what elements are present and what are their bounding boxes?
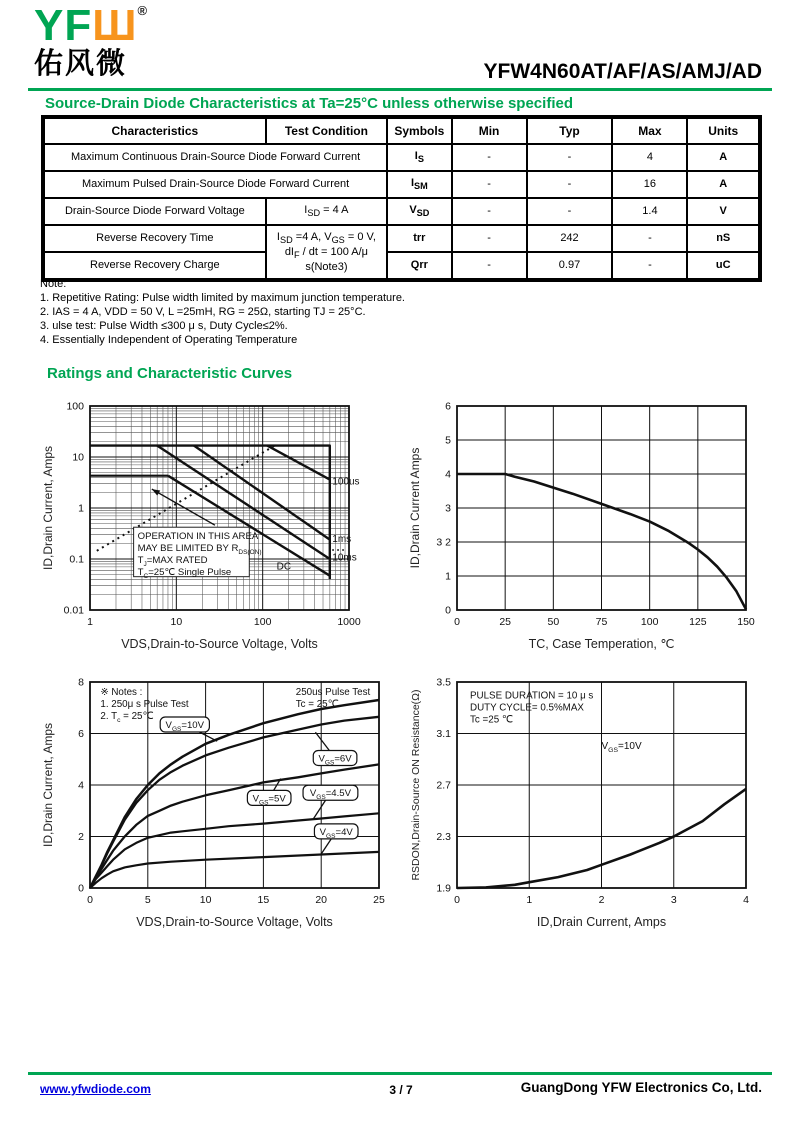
svg-text:TC=25℃ Single Pulse: $T_C=25℃$ Single Pulse (137, 567, 232, 581)
series-vgs-4v (90, 852, 379, 888)
table-row (44, 252, 759, 279)
svg-text:1000: 1000 (337, 616, 361, 628)
svg-text:RSDON,Drain-Source ON Resistan: RSDON,Drain-Source ON Resistance(Ω) (410, 689, 422, 881)
characteristics-table (43, 117, 760, 280)
output-characteristics-chart-svg (40, 670, 395, 932)
logo-w-glyph: Ш (92, 1, 138, 50)
svg-text:3.1: 3.1 (436, 728, 451, 740)
svg-text:VGS=5V: $V_{GS}=5V$ (252, 793, 286, 807)
svg-text:1: 1 (78, 502, 84, 515)
svg-text:Tc =25 ℃: Tc =25 ℃ (470, 714, 513, 726)
rdson-vs-drain-current-plot (410, 677, 749, 930)
notes-block (40, 277, 405, 347)
table-cell: V (687, 198, 759, 225)
note-item: 3. ulse test: Pulse Width ≤300 μ s, Duty Cycle≤2%. (40, 320, 288, 332)
svg-text:4: 4 (743, 894, 749, 906)
table-cell: $I_{SD} =4$ A, $V_{GS} = 0$ V, $dI_F$ / dt = 100 A/μ s(Note3) (266, 225, 388, 279)
svg-text:PULSE DURATION = 10 μ s: PULSE DURATION = 10 μ s (470, 690, 594, 702)
id-vs-tc-chart (407, 394, 762, 656)
svg-text:1ms: 1ms (332, 534, 352, 546)
table-cell: $I_S$ (387, 144, 451, 171)
table-cell: A (687, 144, 759, 171)
table-row (44, 171, 759, 198)
table-cell: $I_{SM}$ (387, 171, 451, 198)
notes-title: Note: (40, 278, 67, 290)
table-cell: - (612, 252, 687, 279)
svg-text:8: 8 (78, 676, 84, 689)
svg-text:VDS,Drain-to-Source Voltage, V: VDS,Drain-to-Source Voltage, Volts (136, 915, 333, 929)
svg-text:VGS=4V: $V_{GS}=4V$ (319, 826, 353, 840)
table-cell: 242 (527, 225, 613, 252)
svg-text:4: 4 (78, 779, 84, 792)
table-cell: 16 (612, 171, 687, 198)
svg-text:10ms: 10ms (332, 552, 357, 564)
svg-text:150: 150 (737, 616, 755, 628)
table-cell: nS (687, 225, 759, 252)
table-cell: Drain-Source Diode Forward Voltage (44, 198, 266, 225)
part-number: YFW4N60AT/AF/AS/AMJ/AD (483, 60, 762, 83)
table-cell: A (687, 171, 759, 198)
soa-chart-svg (40, 394, 395, 654)
table-header-cell: Typ (527, 118, 613, 144)
svg-text:2.3: 2.3 (436, 831, 451, 843)
svg-text:0: 0 (78, 882, 84, 895)
output-characteristics-chart (40, 670, 395, 932)
svg-text:3: 3 (445, 502, 451, 515)
svg-text:VGS=10V: $V_{GS}=10V$ (165, 719, 205, 733)
svg-text:20: 20 (315, 894, 328, 906)
table-header-cell: Units (687, 118, 759, 144)
rdson-chart (407, 670, 762, 932)
svg-text:1: 1 (445, 570, 451, 583)
svg-text:250us Pulse Test: 250us Pulse Test (295, 686, 371, 698)
table-cell: - (527, 144, 613, 171)
rdson-chart-svg (407, 670, 762, 932)
footer-divider (28, 1072, 772, 1075)
note-item: 2. IAS = 4 A, VDD = 50 V, L =25mH, RG = 25Ω, starting TJ = 25°C. (40, 306, 366, 318)
svg-text:10: 10 (170, 616, 183, 628)
svg-text:6: 6 (78, 728, 84, 740)
svg-text:TJ=MAX RATED: $T_J=MAX$ RATED (137, 555, 208, 569)
table-cell: Maximum Pulsed Drain-Source Diode Forward Current (44, 171, 387, 198)
logo-wordmark (34, 1, 149, 50)
charts-grid (40, 394, 762, 932)
svg-text:1: 1 (87, 616, 93, 628)
svg-text:VDS,Drain-to-Source Voltage, V: VDS,Drain-to-Source Voltage, Volts (121, 637, 318, 651)
svg-text:VGS=10V: $V_{GS}=10V$ (601, 740, 642, 754)
website-link[interactable]: www.yfwdiode.com (40, 1082, 151, 1096)
svg-text:6: 6 (445, 400, 451, 413)
table-header-cell: Min (452, 118, 527, 144)
table-cell: - (452, 198, 527, 225)
svg-text:1. 250μ s Pulse Test: 1. 250μ s Pulse Test (100, 698, 189, 710)
table-cell: 1.4 (612, 198, 687, 225)
table-cell: uC (687, 252, 759, 279)
notes-list (40, 291, 405, 347)
table-cell: 0.97 (527, 252, 613, 279)
svg-text:ID,Drain Current, Amps: ID,Drain Current, Amps (536, 915, 667, 929)
note-item: 4. Essentially Independent of Operating Temperature (40, 334, 298, 346)
table-cell: Qrr (387, 252, 451, 279)
svg-text:25: 25 (499, 616, 512, 628)
logo-yf-text: YF (34, 1, 93, 50)
svg-text:3.5: 3.5 (436, 676, 451, 689)
table-header-cell: Characteristics (44, 118, 266, 144)
svg-text:25: 25 (373, 894, 385, 906)
svg-text:0: 0 (445, 604, 451, 617)
svg-text:3: 3 (670, 894, 677, 906)
svg-text:5: 5 (144, 894, 151, 906)
drain-current-vs-case-temperature-plot (408, 401, 755, 652)
table-cell: Reverse Recovery Time (44, 225, 266, 252)
header-divider (28, 88, 772, 91)
table-cell: - (452, 144, 527, 171)
svg-text:2.7: 2.7 (436, 779, 451, 792)
svg-text:0: 0 (454, 894, 460, 906)
svg-text:Tc = 25℃: Tc = 25℃ (295, 698, 339, 710)
table-cell: - (612, 225, 687, 252)
svg-text:125: 125 (689, 616, 707, 628)
svg-text:15: 15 (257, 894, 270, 906)
registered-trademark-icon: ® (137, 3, 149, 18)
soa-chart (40, 394, 395, 656)
table-cell: Maximum Continuous Drain-Source Diode Forward Current (44, 144, 387, 171)
svg-text:1: 1 (526, 894, 533, 906)
svg-text:5: 5 (445, 434, 451, 447)
svg-text:100: 100 (66, 400, 84, 413)
table-row (44, 225, 759, 252)
table-header-cell: Symbols (387, 118, 451, 144)
svg-text:DC: DC (276, 561, 292, 573)
page-number: 3 / 7 (389, 1083, 413, 1097)
svg-text:100us: 100us (332, 476, 360, 488)
svg-text:DUTY CYCLE= 0.5%MAX: DUTY CYCLE= 0.5%MAX (470, 702, 584, 714)
footer (40, 1080, 762, 1100)
svg-text:4: 4 (445, 468, 451, 481)
table-cell: - (452, 252, 527, 279)
table-row (44, 198, 759, 225)
svg-text:100: 100 (253, 616, 272, 628)
company-name: GuangDong YFW Electronics Co, Ltd. (520, 1080, 762, 1095)
svg-text:2: 2 (78, 831, 84, 843)
svg-text:OPERATION IN THIS AREA: OPERATION IN THIS AREA (137, 531, 259, 543)
id-vs-tc-chart-svg (407, 394, 762, 654)
svg-text:ID,Drain Current, Amps: ID,Drain Current, Amps (41, 722, 55, 848)
svg-text:0: 0 (454, 616, 460, 628)
table-cell: - (527, 171, 613, 198)
company-logo (34, 1, 149, 80)
svg-text:1.9: 1.9 (436, 882, 451, 895)
table-cell: 4 (612, 144, 687, 171)
table-cell: - (452, 171, 527, 198)
table-cell: $I_{SD} = 4$ A (266, 198, 388, 225)
svg-text:ID,Drain Current Amps: ID,Drain Current Amps (408, 447, 422, 569)
table-header-cell: Max (612, 118, 687, 144)
svg-text:VGS=4.5V: $V_{GS}=4.5V$ (309, 788, 352, 802)
svg-text:0.01: 0.01 (63, 604, 84, 617)
svg-text:0: 0 (87, 894, 93, 906)
svg-text:10: 10 (199, 894, 212, 906)
section-title-diode-characteristics: Source-Drain Diode Characteristics at Ta=25°C unless otherwise specified (45, 95, 573, 112)
output-characteristics-plot (41, 677, 385, 930)
svg-text:MAY BE LIMITED BY RDS(ON): MAY BE LIMITED BY $R_{DS(ON)}$ (137, 543, 262, 557)
svg-text:TC, Case Temperation, ℃: TC, Case Temperation, ℃ (528, 637, 675, 651)
section-title-curves: Ratings and Characteristic Curves (47, 365, 293, 382)
svg-text:VGS=6V: $V_{GS}=6V$ (318, 753, 352, 767)
table-row (44, 144, 759, 171)
table-cell: $V_{SD}$ (387, 198, 451, 225)
svg-text:2. Tc = 25℃: 2. $T_c$ = 25℃ (100, 710, 154, 724)
svg-text:3 2: 3 2 (436, 536, 451, 549)
series-limit-100us (267, 446, 330, 480)
logo-chinese-name: 佑风微 (34, 48, 128, 80)
svg-text:2: 2 (598, 894, 605, 906)
table-cell: - (452, 225, 527, 252)
svg-text:※ Notes :: ※ Notes : (100, 686, 143, 698)
svg-text:10: 10 (72, 451, 84, 464)
table-cell: trr (387, 225, 451, 252)
table-cell: Reverse Recovery Charge (44, 252, 266, 279)
note-item: 1. Repetitive Rating: Pulse width limited by maximum junction temperature. (40, 292, 405, 304)
table-cell: - (527, 198, 613, 225)
svg-text:0.1: 0.1 (69, 553, 84, 566)
safe-operating-area-plot (41, 401, 361, 652)
svg-text:50: 50 (547, 616, 560, 628)
svg-text:ID,Drain Current, Amps: ID,Drain Current, Amps (41, 445, 55, 571)
svg-text:100: 100 (640, 616, 659, 628)
table-header-cell: Test Condition (266, 118, 388, 144)
svg-text:75: 75 (595, 616, 608, 628)
